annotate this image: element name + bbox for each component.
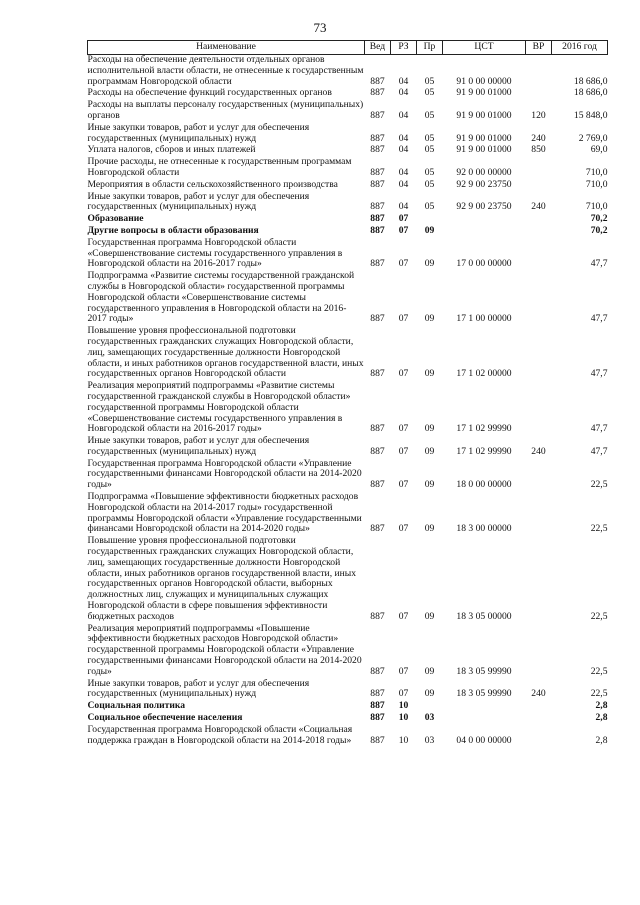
table-row (88, 679, 608, 702)
row-vr (526, 326, 552, 381)
row-ved: 887 (370, 144, 385, 156)
row-ved: 887 (370, 712, 385, 724)
row-rz: 07 (398, 479, 409, 491)
row-ved: 887 (370, 479, 385, 491)
table-row (88, 624, 608, 679)
row-pr: 05 (424, 178, 435, 190)
row-name: Государственная программа Новгородской области «Социальная поддержка граждан в Новгородской области на 2014-2018 годы» (87, 723, 353, 746)
row-cst: 92 9 00 23750 (456, 201, 512, 213)
row-ved: 887 (370, 87, 385, 99)
row-ved: 887 (370, 75, 385, 87)
row-rz: 04 (398, 75, 409, 87)
row-ved: 887 (370, 213, 385, 225)
row-vr (526, 214, 552, 226)
row-name: Уплата налогов, сборов и иных платежей (87, 144, 256, 156)
budget-table (87, 40, 608, 747)
row-name: Государственная программа Новгородской области «Совершенствование системы государственного управления в Новгородской области на 2016-2017 годы» (87, 236, 343, 270)
row-vr (526, 459, 552, 492)
table-row (88, 436, 608, 459)
row-cst: 91 9 00 01000 (456, 132, 512, 144)
row-rz: 07 (398, 258, 409, 270)
row-vr (526, 157, 552, 180)
row-name: Повышение уровня профессиональной подготовки государственных гражданских служащих Новгородской области, лиц, замещающих государственные должности Новгородской области, и иных работников органов государственной власти, иных государственных органов Новгородской области (87, 325, 364, 380)
table-header (88, 41, 608, 55)
row-rz: 04 (398, 132, 409, 144)
row-name: Прочие расходы, не отнесенные к государственным программам Новгородской области (87, 156, 352, 178)
row-pr: 09 (424, 479, 435, 491)
row-rz: 07 (398, 665, 409, 677)
row-vr (526, 88, 552, 100)
row-ved: 887 (370, 166, 385, 178)
table-row (88, 226, 608, 238)
row-name: Государственная программа Новгородской области «Управление государственными финансами Новгородской области на 2014-2020 годы» (87, 457, 362, 491)
row-amount: 710,0 (585, 201, 608, 213)
row-pr: 05 (424, 166, 435, 178)
row-rz: 10 (398, 712, 409, 724)
row-cst: 92 0 00 00000 (456, 166, 512, 178)
row-pr: 09 (424, 368, 435, 380)
row-cst: 91 9 00 01000 (456, 87, 512, 99)
row-ved: 887 (370, 734, 385, 746)
header-rz: РЗ (391, 41, 417, 55)
row-rz: 07 (398, 445, 409, 457)
row-vr (526, 271, 552, 326)
row-amount: 69,0 (590, 144, 608, 156)
row-pr: 09 (424, 523, 435, 535)
row-name: Расходы на выплаты персоналу государственных (муниципальных) органов (87, 99, 364, 121)
row-rz: 10 (398, 734, 409, 746)
row-cst: 91 9 00 01000 (456, 144, 512, 156)
row-rz: 04 (398, 201, 409, 213)
row-ved: 887 (370, 132, 385, 144)
row-cst: 17 1 00 00000 (456, 313, 512, 325)
row-vr (526, 238, 552, 271)
table-row (88, 725, 608, 748)
row-name: Расходы на обеспечение деятельности отдельных органов исполнительной власти области, не отнесенные к государственным программам Новгородской области (87, 54, 364, 87)
row-rz: 07 (398, 368, 409, 380)
row-name: Расходы на обеспечение функций государственных органов (87, 87, 332, 99)
row-name: Иные закупки товаров, работ и услуг для обеспечения государственных (муниципальных) нужд (87, 190, 310, 213)
row-name: Иные закупки товаров, работ и услуг для обеспечения государственных (муниципальных) нужд (87, 677, 310, 700)
row-rz: 04 (398, 87, 409, 99)
row-ved: 887 (370, 445, 385, 457)
table-row (88, 55, 608, 89)
row-pr: 05 (424, 75, 435, 87)
row-name: Социальное обеспечение населения (87, 712, 243, 724)
table-row (88, 180, 608, 192)
row-pr: 03 (424, 734, 435, 746)
row-vr (526, 226, 552, 238)
row-cst (443, 701, 526, 713)
row-amount: 2 769,0 (578, 132, 608, 144)
header-pr: Пр (417, 41, 443, 55)
row-rz: 07 (398, 313, 409, 325)
row-vr (526, 492, 552, 536)
row-cst: 17 1 02 99990 (456, 445, 512, 457)
row-vr (526, 180, 552, 192)
header-amount: 2016 год (552, 41, 608, 55)
row-vr: 240 (531, 445, 546, 457)
row-pr: 03 (424, 712, 435, 724)
row-amount: 2,8 (595, 712, 608, 724)
row-cst: 17 1 02 00000 (456, 368, 512, 380)
row-vr: 240 (531, 201, 546, 213)
row-amount: 18 686,0 (573, 87, 608, 99)
row-amount: 22,5 (590, 479, 608, 491)
table-row (88, 271, 608, 326)
row-ved: 887 (370, 688, 385, 700)
table-row (88, 238, 608, 271)
row-ved: 887 (370, 201, 385, 213)
row-cst (443, 713, 526, 725)
row-amount: 2,8 (595, 734, 608, 746)
row-amount: 710,0 (585, 166, 608, 178)
row-rz: 04 (398, 178, 409, 190)
row-pr: 05 (424, 201, 435, 213)
row-rz: 04 (398, 166, 409, 178)
row-amount: 47,7 (590, 445, 608, 457)
row-cst: 17 0 00 00000 (456, 258, 512, 270)
row-rz: 04 (398, 144, 409, 156)
row-amount: 22,5 (590, 523, 608, 535)
row-amount: 47,7 (590, 258, 608, 270)
row-cst (443, 214, 526, 226)
row-cst: 18 3 05 99990 (456, 688, 512, 700)
table-row (88, 326, 608, 381)
row-pr: 09 (424, 610, 435, 622)
row-cst: 04 0 00 00000 (456, 734, 512, 746)
row-pr: 09 (424, 423, 435, 435)
row-vr: 850 (531, 144, 546, 156)
row-pr: 05 (424, 109, 435, 121)
table-row (88, 381, 608, 436)
row-vr (526, 624, 552, 679)
row-amount: 47,7 (590, 423, 608, 435)
row-rz: 07 (398, 423, 409, 435)
row-amount: 70,2 (590, 213, 608, 225)
row-amount: 22,5 (590, 688, 608, 700)
row-ved: 887 (370, 109, 385, 121)
row-vr: 120 (531, 109, 546, 121)
table-row (88, 459, 608, 492)
row-ved: 887 (370, 368, 385, 380)
row-pr: 05 (424, 144, 435, 156)
row-pr: 09 (424, 313, 435, 325)
row-amount: 2,8 (595, 700, 608, 712)
row-name: Подпрограмма «Развитие системы государственной гражданской службы в Новгородской области» государственной программы Новгородской области «Совершенствование системы государственного управления в Новгородской области на 2016-2017 годы» (87, 270, 355, 325)
row-name: Иные закупки товаров, работ и услуг для обеспечения государственных (муниципальных) нужд (87, 435, 310, 457)
row-amount: 70,2 (590, 224, 608, 236)
row-amount: 22,5 (590, 665, 608, 677)
row-name: Образование (87, 213, 144, 225)
row-vr (526, 701, 552, 713)
row-amount: 710,0 (585, 178, 608, 190)
row-rz: 07 (398, 610, 409, 622)
row-name: Реализация мероприятий подпрограммы «Развитие системы государственной гражданской службы в Новгородской области» государственной программы Новгородской области «Совершенствование системы государственного управления в Новгородской области на 2016-2017 годы» (87, 380, 351, 435)
row-pr: 09 (424, 445, 435, 457)
row-name: Подпрограмма «Повышение эффективности бюджетных расходов Новгородской области на 2014-2017 годы» государственной программы Новгородской области «Управление государственными финансами Новгородской области на 2014-2020 годы» (87, 491, 362, 535)
row-ved: 887 (370, 224, 385, 236)
row-ved: 887 (370, 523, 385, 535)
row-pr: 05 (424, 132, 435, 144)
row-rz: 07 (398, 523, 409, 535)
row-cst (443, 226, 526, 238)
row-amount: 15 848,0 (573, 109, 608, 121)
row-rz: 07 (398, 224, 409, 236)
row-name: Реализация мероприятий подпрограммы «Повышение эффективности бюджетных расходов Новгородской области» государственной программы Новгородской области «Управление государственными финансами Новгородской области на 2014-2020 годы» (87, 622, 362, 677)
row-name: Повышение уровня профессиональной подготовки государственных гражданских служащих Новгородской области, лиц, замещающих государственные должности Новгородской области, иных работников органов государственной власти, иных государственных органов Новгородской области, выборных должностных лиц, служащих и муниципальных служащих Новгородской области в сфере повышения эффективности бюджетных расходов (87, 535, 357, 622)
header-ved: Вед (365, 41, 391, 55)
row-ved: 887 (370, 610, 385, 622)
row-vr (526, 381, 552, 436)
row-vr (526, 55, 552, 89)
table-row (88, 157, 608, 180)
row-amount: 22,5 (590, 610, 608, 622)
row-vr (526, 713, 552, 725)
row-rz: 04 (398, 109, 409, 121)
table-row (88, 100, 608, 123)
row-vr (526, 725, 552, 748)
row-cst: 91 0 00 00000 (456, 75, 512, 87)
row-pr: 05 (424, 87, 435, 99)
row-vr (526, 536, 552, 623)
table-row (88, 492, 608, 536)
header-vr: ВР (526, 41, 552, 55)
row-pr: 09 (424, 665, 435, 677)
row-amount: 47,7 (590, 368, 608, 380)
row-ved: 887 (370, 178, 385, 190)
row-amount: 47,7 (590, 313, 608, 325)
row-ved: 887 (370, 423, 385, 435)
row-vr: 240 (531, 132, 546, 144)
row-amount: 18 686,0 (573, 75, 608, 87)
row-pr: 09 (424, 224, 435, 236)
row-name: Социальная политика (87, 700, 186, 712)
row-ved: 887 (370, 258, 385, 270)
row-cst: 91 9 00 01000 (456, 109, 512, 121)
row-rz: 07 (398, 213, 409, 225)
row-ved: 887 (370, 700, 385, 712)
row-name: Иные закупки товаров, работ и услуг для обеспечения государственных (муниципальных) нужд (87, 121, 310, 144)
row-pr: 09 (424, 688, 435, 700)
row-ved: 887 (370, 313, 385, 325)
row-cst: 18 3 00 00000 (456, 523, 512, 535)
row-rz: 10 (398, 700, 409, 712)
header-name: Наименование (88, 41, 365, 55)
row-ved: 887 (370, 665, 385, 677)
table-row (88, 123, 608, 146)
row-name: Мероприятия в области сельскохозяйственного производства (87, 178, 338, 190)
row-pr: 09 (424, 258, 435, 270)
header-cst: ЦСТ (443, 41, 526, 55)
row-cst: 18 3 05 99990 (456, 665, 512, 677)
row-cst: 18 3 05 00000 (456, 610, 512, 622)
row-cst: 17 1 02 99990 (456, 423, 512, 435)
row-name: Другие вопросы в области образования (87, 224, 259, 236)
row-rz: 07 (398, 688, 409, 700)
row-cst: 92 9 00 23750 (456, 178, 512, 190)
table-row (88, 192, 608, 215)
row-cst: 18 0 00 00000 (456, 479, 512, 491)
row-vr: 240 (531, 688, 546, 700)
page-number: 73 (313, 20, 327, 35)
table-row (88, 536, 608, 623)
